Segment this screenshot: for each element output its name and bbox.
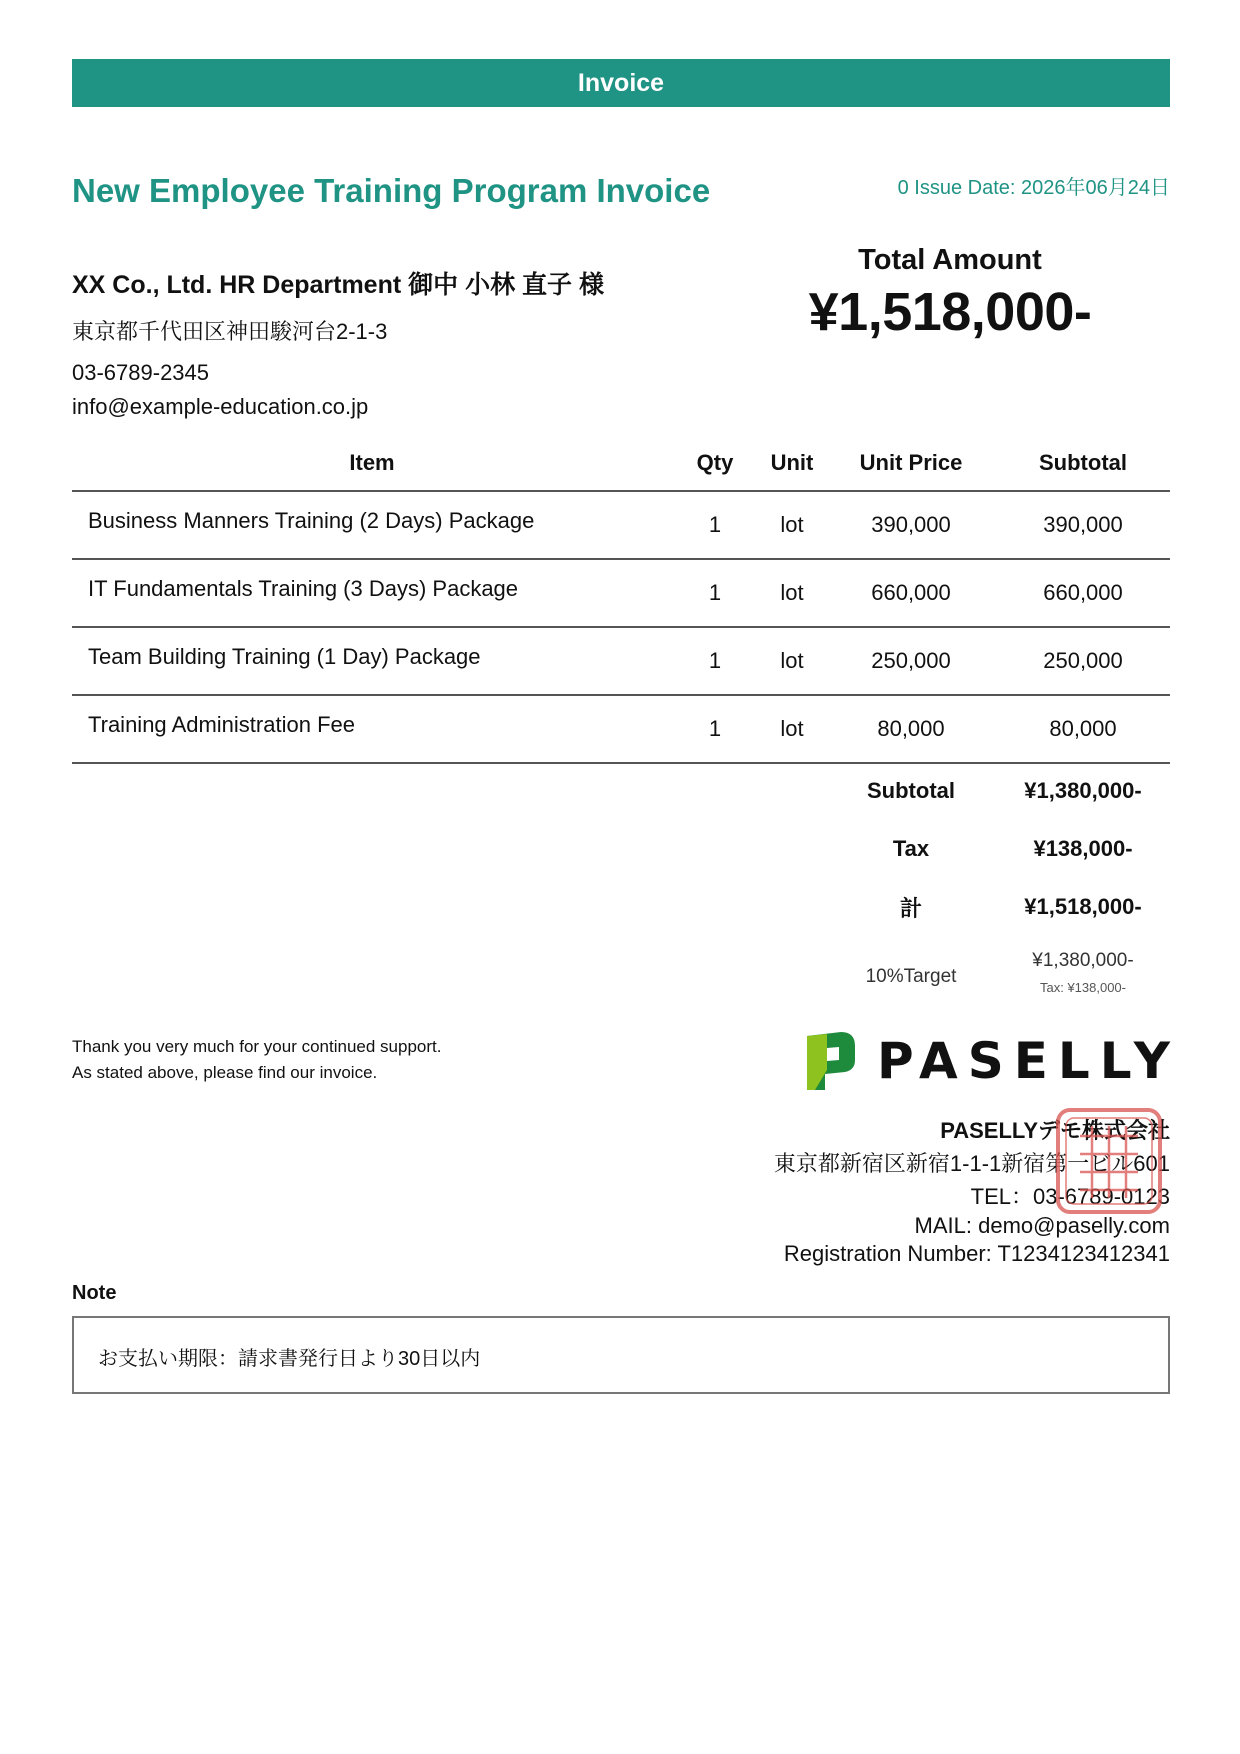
- subtotal-row: [826, 762, 1170, 820]
- row-qty: 1: [672, 627, 758, 695]
- total-amount-value: ¥1,518,000-: [808, 282, 1092, 342]
- row-qty: 1: [672, 491, 758, 559]
- issue-date: 0 Issue Date: 2026年06月24日: [897, 177, 1170, 199]
- logo-mark-icon: [801, 1030, 859, 1092]
- tax-rate-label: 10%Target: [865, 966, 957, 987]
- tax-rate-values: [996, 950, 1170, 995]
- table-header-row: [72, 436, 1170, 491]
- row-unit: lot: [758, 695, 826, 763]
- tax-label: Tax: [892, 836, 930, 861]
- issuer-company-name: PASELLYデモ株式会社: [940, 1118, 1170, 1143]
- company-logo: [610, 1030, 1180, 1092]
- row-qty: 1: [672, 559, 758, 627]
- table-row: [72, 627, 1170, 695]
- table-row: [72, 695, 1170, 763]
- tax-row: [826, 820, 1170, 878]
- tax-value: ¥138,000-: [1033, 836, 1133, 861]
- row-unit-price: 80,000: [826, 695, 996, 763]
- subtotal-value: ¥1,380,000-: [1024, 778, 1142, 803]
- row-subtotal: 660,000: [996, 559, 1170, 627]
- row-unit-price: 660,000: [826, 559, 996, 627]
- row-item: Training Administration Fee: [72, 695, 672, 763]
- header-bar: Invoice: [72, 59, 1170, 107]
- row-unit: lot: [758, 559, 826, 627]
- row-unit-price: 390,000: [826, 491, 996, 559]
- row-item: Business Manners Training (2 Days) Package: [72, 491, 672, 559]
- issuer-block: [610, 1030, 1180, 1267]
- header-unit: Unit: [758, 436, 826, 491]
- recipient-block: [72, 265, 712, 420]
- row-unit: lot: [758, 491, 826, 559]
- header-qty: Qty: [672, 436, 758, 491]
- row-unit-price: 250,000: [826, 627, 996, 695]
- note-box: [72, 1316, 1170, 1394]
- recipient-email: info@example-education.co.jp: [72, 394, 369, 419]
- tax-rate-base: ¥1,380,000-: [1032, 950, 1134, 971]
- thank-you-message: [72, 1034, 441, 1086]
- table-row: [72, 559, 1170, 627]
- logo-wordmark: PASELLY: [876, 1032, 1180, 1090]
- thank-you-line-2: As stated above, please find our invoice.: [72, 1063, 378, 1082]
- row-item: Team Building Training (1 Day) Package: [72, 627, 672, 695]
- grand-total-row: [826, 878, 1170, 936]
- line-items-table: [72, 436, 1170, 764]
- grand-total-value: ¥1,518,000-: [1024, 894, 1142, 919]
- issuer-registration: Registration Number: T1234123412341: [783, 1241, 1170, 1266]
- thank-you-line-1: Thank you very much for your continued support.: [72, 1037, 442, 1056]
- document-title: New Employee Training Program Invoice: [72, 172, 711, 209]
- row-subtotal: 250,000: [996, 627, 1170, 695]
- row-subtotal: 80,000: [996, 695, 1170, 763]
- row-subtotal: 390,000: [996, 491, 1170, 559]
- row-unit: lot: [758, 627, 826, 695]
- issuer-tel: TEL：03-6789-0123: [970, 1184, 1170, 1209]
- header-item: Item: [72, 436, 672, 491]
- recipient-name: XX Co., Ltd. HR Department 御中 小林 直子 様: [72, 271, 604, 299]
- grand-total-label: 計: [899, 895, 922, 921]
- recipient-address: 東京都千代田区神田駿河台2-1-3: [72, 319, 388, 344]
- issuer-address: 東京都新宿区新宿1-1-1新宿第一ビル601: [773, 1151, 1170, 1176]
- header-unit-price: Unit Price: [826, 436, 996, 491]
- row-item: IT Fundamentals Training (3 Days) Package: [72, 559, 672, 627]
- note-text: お支払い期限：請求書発行日より30日以内: [98, 1348, 481, 1370]
- totals-block: [826, 762, 1170, 995]
- note-label: Note: [72, 1282, 117, 1304]
- issuer-mail: MAIL: demo@paselly.com: [914, 1213, 1170, 1238]
- recipient-phone: 03-6789-2345: [72, 360, 210, 385]
- subtotal-label: Subtotal: [867, 778, 955, 803]
- row-qty: 1: [672, 695, 758, 763]
- total-amount-box: [760, 244, 1140, 343]
- table-row: [72, 491, 1170, 559]
- total-amount-label: Total Amount: [858, 244, 1042, 276]
- tax-rate-tax: Tax: ¥138,000-: [1039, 980, 1126, 995]
- company-seal-icon: [1050, 1102, 1168, 1220]
- header-subtotal: Subtotal: [996, 436, 1170, 491]
- tax-rate-row: [826, 950, 1170, 995]
